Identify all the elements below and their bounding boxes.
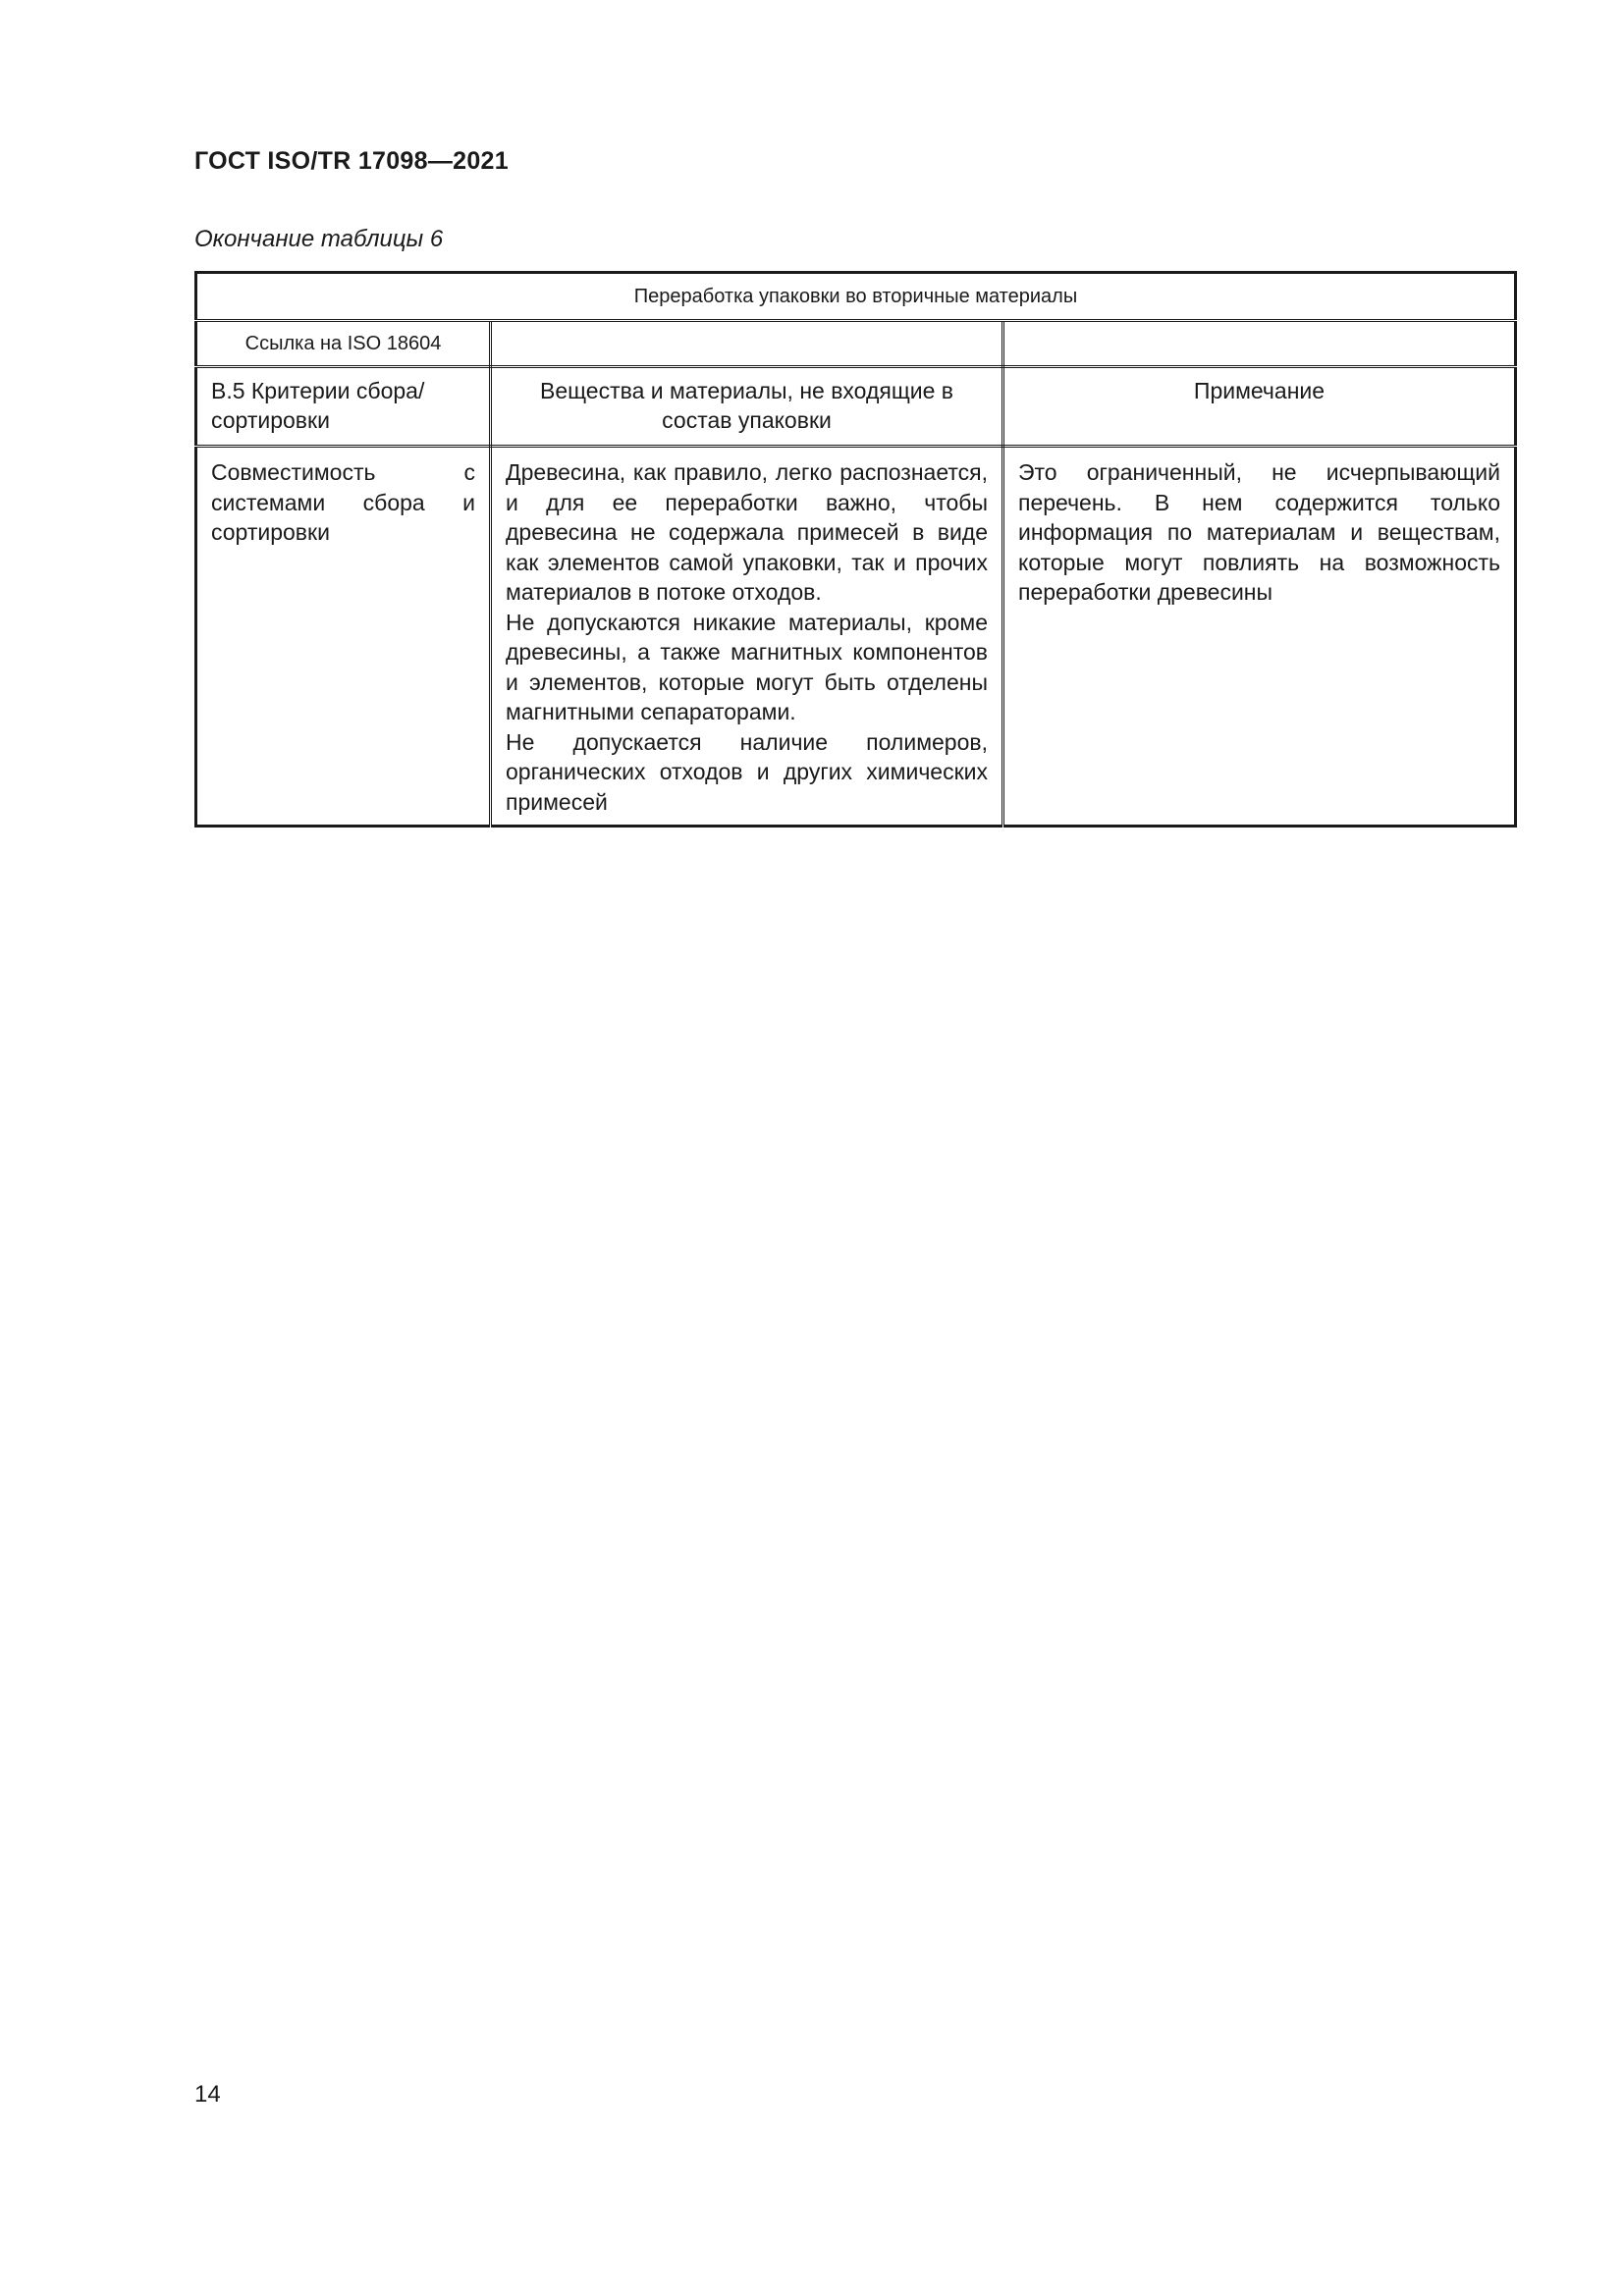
section-title: Переработка упаковки во вторичные материалы bbox=[196, 273, 1516, 321]
substances-paragraph: Не допускаются никакие материалы, кроме древесины, а также магнитных компонентов и элементов, которые могут быть отделены магнитными сепараторами. bbox=[506, 609, 988, 724]
row-substances-cell bbox=[491, 447, 1003, 827]
table-caption: Окончание таблицы 6 bbox=[194, 226, 444, 252]
substances-paragraph: Древесина, как правило, легко распознается, и для ее переработки важно, чтобы древесина не содержала примесей в виде как элементов самой упаковки, так и прочих материалов в потоке отходов. bbox=[506, 459, 988, 605]
header-substances-cell bbox=[491, 367, 1003, 447]
table-row bbox=[196, 447, 1516, 827]
row-note: Это ограниченный, не исчерпывающий перечень. В нем содержится только информация по материалам и веществам, которые могут повлиять на возможность переработки древесины bbox=[1018, 459, 1500, 605]
header-criteria-cell bbox=[196, 367, 491, 447]
recycling-table bbox=[194, 271, 1517, 828]
header-criteria: В.5 Критерии сбора/ сортировки bbox=[211, 378, 425, 433]
header-note-cell bbox=[1003, 367, 1516, 447]
reference-cell-note bbox=[1003, 321, 1516, 367]
document-standard-header: ГОСТ ISO/TR 17098—2021 bbox=[194, 147, 509, 175]
reference-label: Ссылка на ISO 18604 bbox=[196, 321, 491, 367]
row-substances bbox=[492, 448, 1001, 825]
table-section-row bbox=[196, 273, 1516, 321]
table-header-row bbox=[196, 367, 1516, 447]
header-substances: Вещества и материалы, не входящие в состав упаковки bbox=[539, 378, 953, 433]
page-number: 14 bbox=[194, 2081, 221, 2108]
row-criterion: Совместимость с системами сбора и сортировки bbox=[211, 459, 475, 545]
row-note-cell bbox=[1003, 447, 1516, 827]
header-note: Примечание bbox=[1193, 378, 1326, 403]
substances-paragraph: Не допускается наличие полимеров, органических отходов и других химических примесей bbox=[506, 728, 988, 815]
table-reference-row bbox=[196, 321, 1516, 367]
row-criterion-cell bbox=[196, 447, 491, 827]
reference-cell-substances bbox=[491, 321, 1003, 367]
